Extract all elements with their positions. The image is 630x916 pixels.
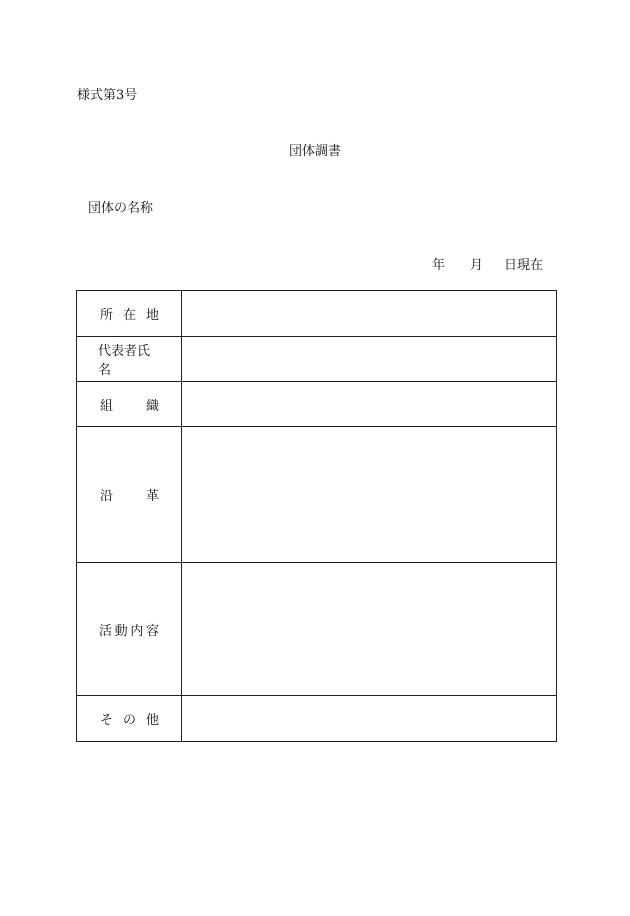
row-label-history: [77, 427, 182, 563]
row-label-address: [77, 291, 182, 337]
form-number: 様式第3号: [77, 88, 138, 103]
as-of-date-line: [432, 254, 543, 273]
document-title: 団体調書: [288, 144, 341, 159]
label-char: 在: [122, 308, 136, 323]
label-char: 容: [145, 623, 159, 639]
label-char: 活: [99, 623, 113, 639]
date-year-label: 年: [432, 258, 446, 273]
organization-survey-table: [76, 290, 557, 742]
label-char: 組: [100, 398, 114, 414]
date-day-current-label: 日現在: [504, 258, 544, 273]
organization-structure-field[interactable]: [182, 382, 557, 427]
address-field[interactable]: [182, 291, 557, 337]
table-row-address: [77, 291, 557, 337]
label-char: 織: [145, 398, 159, 414]
label-char: 革: [145, 489, 159, 504]
label-char: そ: [100, 713, 114, 728]
row-label-other: [77, 696, 182, 742]
label-text: 代表者氏名: [98, 344, 151, 378]
history-field[interactable]: [182, 427, 557, 563]
label-char: 動: [114, 623, 128, 639]
activity-details-field[interactable]: [182, 563, 557, 696]
label-char: 沿: [100, 489, 114, 504]
label-char: の: [122, 713, 136, 728]
row-label-representative: [77, 337, 182, 382]
label-char: 他: [145, 713, 159, 728]
date-month-label: 月: [470, 258, 484, 273]
other-field[interactable]: [182, 696, 557, 742]
table-row-organization: [77, 382, 557, 427]
row-label-activities: [77, 563, 182, 696]
label-char: 地: [145, 308, 159, 323]
table-row-history: [77, 427, 557, 563]
organization-name-label: 団体の名称: [88, 201, 154, 216]
table-row-representative: [77, 337, 557, 382]
table-row-activities: [77, 563, 557, 696]
label-char: 所: [100, 308, 114, 323]
representative-name-field[interactable]: [182, 337, 557, 382]
row-label-organization: [77, 382, 182, 427]
table-row-other: [77, 696, 557, 742]
label-char: 内: [130, 623, 144, 639]
